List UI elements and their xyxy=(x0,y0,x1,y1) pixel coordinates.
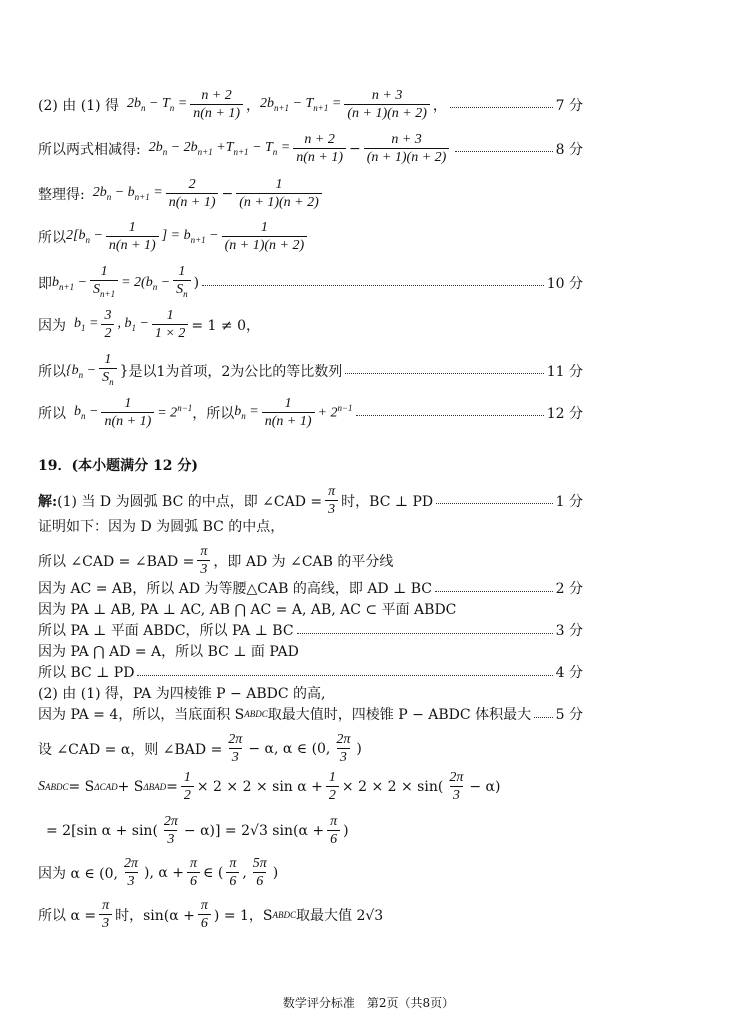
score-label: 7 分 xyxy=(555,97,583,114)
solution-line-3: 所以 ∠CAD = ∠BAD = $\frac{\pi}{3}$ ，即 AD 为 ∠CAB 的平分线 xyxy=(38,544,394,577)
solution-line-15: 所以 α = $\frac{\pi}{3}$ 时，sin(α + $\frac{\pi}{6}$ ) = 1，S ABDC 取最大值 2√3 xyxy=(38,898,384,931)
solution-line-7: 因为 PA ⋂ AD = A，所以 BC ⊥ 面 PAD xyxy=(38,644,299,660)
score-label: 3 分 xyxy=(555,623,583,639)
solution-line-10: 因为 PA = 4，所以，当底面积 S ABDC 取最大值时，四棱锥 P − ABDC 体积最大 5 分 xyxy=(38,704,583,724)
leader-dots xyxy=(137,675,552,676)
score-label: 11 分 xyxy=(546,363,583,380)
line-2: 所以两式相减得: $2b_n - 2b_{n+1} +T_{n+1} - T_n$ = $\frac{n + 2}{n(n + 1)}$ − $\frac{n + 3}{(n + 1)(n + 2)}$ 8 分 xyxy=(38,132,583,165)
line-3: 整理得: $2b_n - b_{n+1}$ = $\frac{2}{n(n + 1)}$ − $\frac{1}{(n + 1)(n + 2)}$ xyxy=(38,177,325,210)
leader-dots xyxy=(356,415,544,416)
line-4: 所以 $2[b_n$ − $\frac{1}{n(n + 1)}$ ] = $b_{n+1}$ − $\frac{1}{(n + 1)(n + 2)}$ xyxy=(38,220,310,253)
solution-line-4: 因为 AC = AB，所以 AD 为等腰△CAB 的高线，即 AD ⊥ BC 2 分 xyxy=(38,578,583,598)
solution-line-14: 因为 α ∈ (0, $\frac{2\pi}{3}$ ), α + $\frac{\pi}{6}$ ∈ ( $\frac{\pi}{6}$ , $\frac{5\pi}{6}$ ) xyxy=(38,856,279,889)
leader-dots xyxy=(345,373,543,374)
score-label: 8 分 xyxy=(555,141,583,158)
leader-dots xyxy=(297,633,553,634)
score-label: 12 分 xyxy=(546,405,583,422)
solution-line-11: 设 ∠CAD = α，则 ∠BAD = $\frac{2\pi}{3}$ − α, α ∈ (0, $\frac{2\pi}{3}$ ) xyxy=(38,732,362,765)
score-label: 10 分 xyxy=(546,275,583,292)
solution-line-5: 因为 PA ⊥ AB, PA ⊥ AC, AB ⋂ AC = A, AB, AC ⊂ 平面 ABDC xyxy=(38,602,457,618)
solution-line-12: S ABDC = S ΔCAD + S ΔBAD = $\frac{1}{2}$ × 2 × 2 × sin α + $\frac{1}{2}$ × 2 × 2 × sin( $\frac{2\pi}{3}$ − α) xyxy=(38,770,501,803)
score-label: 4 分 xyxy=(555,665,583,681)
leader-dots xyxy=(455,151,552,152)
solution-line-6: 所以 PA ⊥ 平面 ABDC，所以 PA ⊥ BC 3 分 xyxy=(38,620,583,640)
line-5: 即 $b_{n+1}$ − $\frac{1}{S_{n+1}}$ = $2(b_n$ − $\frac{1}{S_n}$ ) 10 分 xyxy=(38,264,583,302)
fraction: $\frac{n + 2}{n(n + 1)}$ xyxy=(190,88,243,121)
line-6: 因为 $b_1$ = $\frac{3}{2}$ , $b_1$ − $\frac{1}{1 \times 2}$ = 1 ≠ 0， xyxy=(38,308,260,341)
fraction: $\frac{n + 3}{(n + 1)(n + 2)}$ xyxy=(344,88,430,121)
page-footer: 数学评分标准 第2页（共8页） xyxy=(282,996,455,1010)
line-7: 所以 {$b_n$ − $\frac{1}{S_n}$ } 是以1为首项，2为公比的等比数列 11 分 xyxy=(38,352,583,390)
score-label: 1 分 xyxy=(555,493,583,510)
score-label: 2 分 xyxy=(555,581,583,597)
line-1: (2) 由 (1) 得 $2b_n - T_n$ = $\frac{n + 2}{n(n + 1)}$ ， $2b_{n+1} - T_{n+1}$ = $\frac{n + 3}{(n + 1)(n + 2)}$ ， 7 分 xyxy=(38,88,583,121)
leader-dots xyxy=(202,285,544,286)
solution-line-9: (2) 由 (1) 得，PA 为四棱锥 P − ABDC 的高, xyxy=(38,686,326,702)
solution-line-2: 证明如下：因为 D 为圆弧 BC 的中点， xyxy=(38,519,285,535)
score-label: 5 分 xyxy=(555,707,583,723)
solution-line-13: = 2[sin α + sin( $\frac{2\pi}{3}$ − α)] = 2√3 sin(α + $\frac{\pi}{6}$ ) xyxy=(46,814,349,847)
solution-line-1: 解: (1) 当 D 为圆弧 BC 的中点，即 ∠CAD = $\frac{\pi}{3}$ 时，BC ⊥ PD 1 分 xyxy=(38,484,583,517)
leader-dots xyxy=(534,717,553,718)
line-8: 所以 $b_n$ − $\frac{1}{n(n + 1)}$ = $2^{n-1}$ ，所以 $b_n$ = $\frac{1}{n(n + 1)}$ + $2^{n-1}$ 12 分 xyxy=(38,396,583,429)
solution-line-8: 所以 BC ⊥ PD 4 分 xyxy=(38,662,583,682)
leader-dots xyxy=(436,503,552,504)
leader-dots xyxy=(450,107,553,108)
question-title: 19．(本小题满分 12 分) xyxy=(38,458,198,474)
leader-dots xyxy=(435,591,553,592)
